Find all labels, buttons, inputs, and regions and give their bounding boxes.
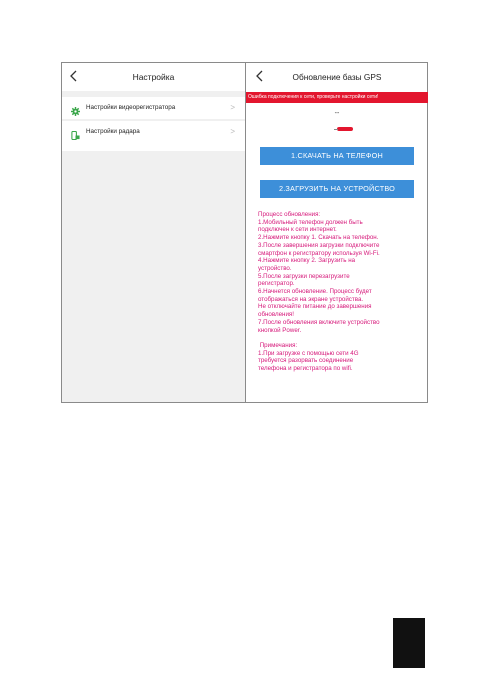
page-title: Обновление базы GPS	[292, 72, 382, 82]
instruction-line: Процесс обновления:	[258, 211, 321, 218]
instruction-line: отображаться на экране устройства.	[258, 295, 364, 303]
instruction-line: Не отключайте питание до завершения	[258, 303, 372, 311]
notes-line: 1.При загрузке с помощью сети 4G	[258, 349, 359, 357]
notes-line: требуется разорвать соединение	[258, 357, 354, 365]
upload-to-device-button[interactable]: 2.ЗАГРУЗИТЬ НА УСТРОЙСТВО	[260, 180, 414, 198]
instruction-line: регистратор.	[258, 280, 295, 288]
status-text: --	[334, 110, 340, 117]
radar-device-icon	[71, 127, 80, 136]
instruction-line: устройство.	[258, 264, 292, 272]
notes-line: Примечания:	[258, 341, 298, 349]
instruction-line: 1.Мобильный телефон должен быть	[258, 218, 363, 226]
download-to-phone-button[interactable]: 1.СКАЧАТЬ НА ТЕЛЕФОН	[260, 147, 414, 165]
chevron-right-icon: >	[230, 103, 235, 112]
instruction-line: 2.Нажмите кнопку 1. Скачать на телефон.	[258, 234, 379, 242]
gps-update-panel	[246, 63, 428, 402]
page-marker	[393, 618, 425, 668]
settings-item-radar[interactable]	[62, 121, 245, 143]
settings-item-label: Настройки видеорегистратора	[86, 104, 176, 111]
instruction-line: 4.Нажмите кнопку 2. Загрузить на	[258, 257, 356, 265]
settings-item-dashcam[interactable]	[62, 97, 245, 119]
gear-icon	[71, 103, 80, 112]
settings-header	[62, 63, 245, 91]
progress-indicator	[337, 127, 353, 131]
instruction-line: 7.После обновления включите устройство	[258, 318, 380, 326]
screenshot-frame	[61, 62, 428, 403]
error-banner: Ошибка подключения к сети, проверьте настройки сети!	[246, 92, 428, 103]
instruction-line: кнопкой Power.	[258, 326, 302, 334]
page-title: Настройка	[132, 72, 175, 82]
chevron-right-icon: >	[230, 127, 235, 136]
instruction-line: 3.После завершения загрузки подключите	[258, 241, 380, 249]
settings-item-label: Настройки радара	[86, 128, 140, 135]
instruction-line: подключен к сети интернет.	[258, 226, 337, 234]
empty-background	[62, 151, 245, 402]
notes-line: телефона и регистратора по wifi.	[258, 365, 353, 373]
instructions-text	[258, 211, 426, 373]
instruction-line: смартфон к регистратору используя Wi-Fi.	[258, 249, 380, 257]
settings-panel	[62, 63, 245, 402]
instruction-line: 6.Начнется обновление. Процесс будет	[258, 288, 372, 296]
instruction-line: обновления!	[258, 311, 294, 319]
instruction-line: 5.После загрузки перезагрузите	[258, 272, 350, 280]
